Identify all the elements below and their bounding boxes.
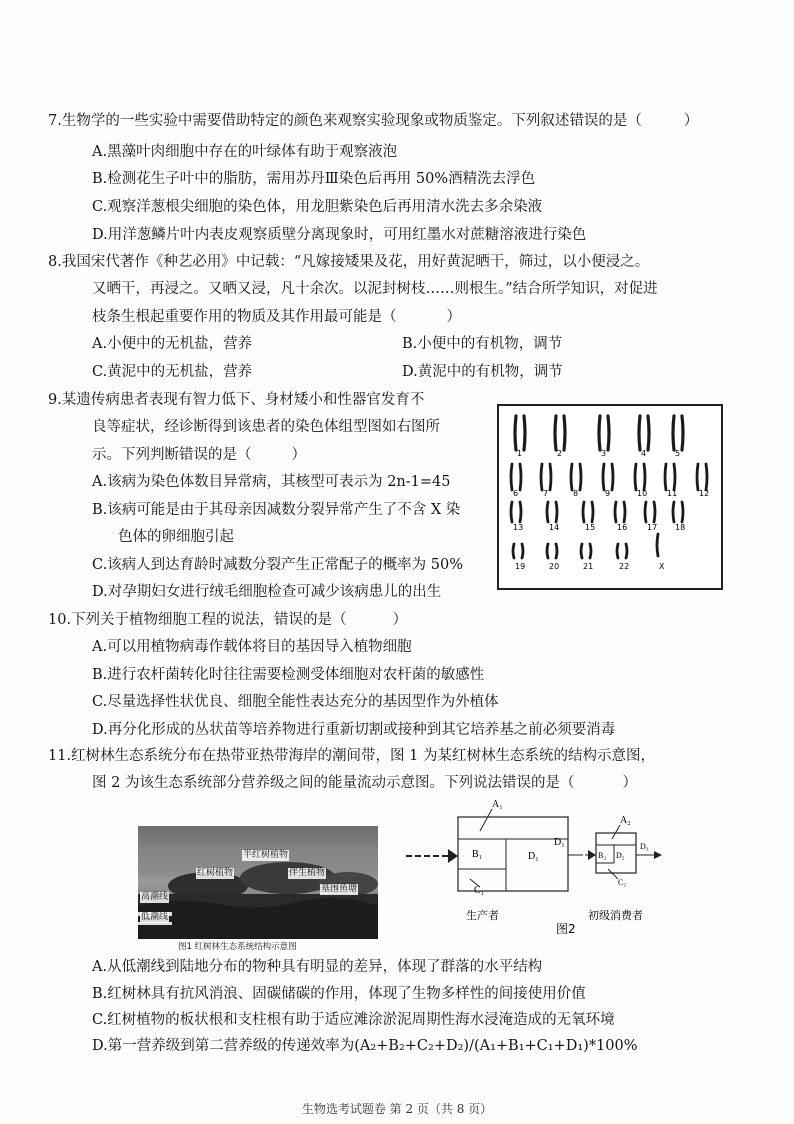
- q9-stem-line1: 9.某遗传病患者表现有智力低下、身材矮小和性器官发育不: [48, 392, 425, 408]
- karyotype-number-14: 14: [549, 523, 560, 532]
- q9-option-c: C.该病人到达育龄时减数分裂产生正常配子的概率为 50%: [92, 557, 464, 573]
- chromosome-6-2: [520, 464, 521, 490]
- karyotype-number-12: 12: [699, 489, 710, 498]
- karyotype-number-5: 5: [675, 449, 681, 458]
- chromosome-22-2: [626, 544, 627, 558]
- chromosome-15-2: [592, 502, 593, 522]
- chromosome-13-2: [520, 502, 521, 522]
- chromosome-8-2: [580, 464, 581, 490]
- karyotype-number-2: 2: [557, 449, 563, 458]
- energy-flow-diagram: [404, 795, 664, 935]
- q8-stem-line3: 枝条生根起重要作用的物质及其作用最可能是（ ）: [92, 309, 461, 325]
- chromosome-11-1: [665, 464, 666, 490]
- karyotype-figure: [497, 404, 723, 590]
- chromosome-19-1: [513, 544, 514, 558]
- fig2-label-d1-arrow: D₁: [554, 837, 565, 848]
- fig1-label-mangrove: 红树植物: [197, 868, 234, 878]
- chromosome-12-2: [706, 464, 707, 490]
- q9-option-b: B.该病可能是由于其母亲因减数分裂异常产生了不含 X 染: [92, 502, 461, 518]
- karyotype-number-7: 7: [543, 489, 549, 498]
- fig2-label-a2: A₂: [620, 815, 631, 826]
- chromosome-17-1: [645, 502, 646, 522]
- q9-option-d: D.对孕期妇女进行绒毛细胞检查可减少该病患儿的出生: [92, 584, 442, 600]
- karyotype-number-18: 18: [675, 523, 686, 532]
- chromosome-17-2: [654, 502, 655, 522]
- karyotype-number-8: 8: [573, 489, 579, 498]
- chromosome-X-1: [657, 534, 658, 556]
- q10-option-d: D.再分化形成的丛状苗等培养物进行重新切割或接种到其它培养基之前必须要消毒: [92, 722, 616, 738]
- chromosome-13-1: [511, 502, 512, 522]
- fig1-label-low-tide: 低潮线: [141, 912, 169, 922]
- chromosome-2-2: [564, 416, 565, 450]
- q8-option-b: B.小便中的有机物，调节: [402, 336, 563, 352]
- q11-option-a: A.从低潮线到陆地分布的物种具有明显的差异，体现了群落的水平结构: [92, 959, 543, 975]
- q7-option-d: D.用洋葱鳞片叶内表皮观察质壁分离现象时，可用红墨水对蔗糖溶液进行染色: [92, 227, 587, 243]
- q7-option-c: C.观察洋葱根尖细胞的染色体，用龙胆紫染色后再用清水洗去多余染液: [92, 199, 543, 215]
- karyotype-number-22: 22: [619, 562, 630, 571]
- q10-option-c: C.尽量选择性状优良、细胞全能性表达充分的基因型作为外植体: [92, 694, 499, 710]
- chromosome-21-1: [581, 544, 582, 558]
- fig2-title: 图2: [556, 922, 576, 935]
- q11-stem-line2: 图 2 为该生态系统部分营养级之间的能量流动示意图。下列说法错误的是（ ）: [92, 775, 637, 791]
- karyotype-number-21: 21: [583, 562, 594, 571]
- q9-option-b-cont: 色体的卵细胞引起: [118, 529, 234, 545]
- chromosome-16-1: [615, 502, 616, 522]
- chromosome-18-2: [682, 502, 683, 522]
- energy-flow-drawing: [404, 795, 664, 935]
- q8-stem-line2: 又晒干，再浸之。又晒又浸，凡十余次。以泥封树枝……则根生。”结合所学知识，对促进: [92, 281, 658, 297]
- chromosome-11-2: [674, 464, 675, 490]
- q11-option-c: C.红树植物的板状根和支柱根有助于适应滩涂淤泥周期性海水浸淹造成的无氧环境: [92, 1012, 615, 1028]
- q8-option-a: A.小便中的无机盐，营养: [92, 336, 253, 352]
- q8-stem-line1: 8.我国宋代著作《种艺必用》中记载：“凡嫁接矮果及花，用好黄泥晒干，筛过，以小便浸之。: [48, 254, 650, 270]
- q8-option-c: C.黄泥中的无机盐，营养: [92, 364, 253, 380]
- chromosome-12-1: [697, 464, 698, 490]
- chromosome-4-1: [639, 416, 640, 450]
- chromosome-15-1: [583, 502, 584, 522]
- fig2-label-d3: D₃: [640, 842, 649, 851]
- karyotype-number-15: 15: [585, 523, 596, 532]
- q9-stem-line2: 良等症状，经诊断得到该患者的染色体组型图如右图所: [92, 419, 440, 435]
- q11-stem-line1: 11.红树林生态系统分布在热带亚热带海岸的潮间带，图 1 为某红树林生态系统的结构示意图，: [48, 748, 655, 764]
- karyotype-number-17: 17: [647, 523, 658, 532]
- q7-stem: 7.生物学的一些实验中需要借助特定的颜色来观察实验现象或物质鉴定。下列叙述错误的是（ ）: [48, 113, 699, 129]
- chromosome-5-1: [673, 416, 674, 450]
- karyotype-number-6: 6: [513, 489, 519, 498]
- chromosome-21-2: [590, 544, 591, 558]
- chromosome-8-1: [571, 464, 572, 490]
- fig1-caption: 图1 红树林生态系统结构示意图: [178, 942, 297, 952]
- fig1-label-high-tide: 高潮线: [141, 892, 169, 902]
- q11-option-d: D.第一营养级到第二营养级的传递效率为(A₂+B₂+C₂+D₂)/(A₁+B₁+C₁+D₁)*100%: [92, 1038, 638, 1054]
- q11-option-b: B.红树林具有抗风消浪、固碳储碳的作用，体现了生物多样性的间接使用价值: [92, 986, 586, 1002]
- karyotype-number-19: 19: [515, 562, 526, 571]
- q9-stem-line3: 示。下列判断错误的是（ ）: [92, 447, 306, 463]
- q10-stem: 10.下列关于植物细胞工程的说法，错误的是（ ）: [48, 612, 408, 628]
- fig1-label-fishpond: 基围鱼塘: [321, 884, 358, 894]
- karyotype-chromosomes: [499, 406, 721, 588]
- q7-option-b: B.检测花生子叶中的脂肪，需用苏丹Ⅲ染色后再用 50%酒精洗去浮色: [92, 171, 536, 187]
- chromosome-2-1: [555, 416, 556, 450]
- mangrove-scene-drawing: [138, 826, 378, 939]
- chromosome-19-2: [522, 544, 523, 558]
- chromosome-16-2: [624, 502, 625, 522]
- karyotype-number-1: 1: [517, 449, 523, 458]
- mangrove-structure-photo: [138, 826, 378, 939]
- karyotype-number-10: 10: [637, 489, 648, 498]
- q7-option-a: A.黑藻叶肉细胞中存在的叶绿体有助于观察液泡: [92, 144, 398, 160]
- chromosome-14-2: [556, 502, 557, 522]
- chromosome-4-2: [648, 416, 649, 450]
- fig2-label-a1: A₁: [492, 799, 503, 810]
- karyotype-number-9: 9: [605, 489, 611, 498]
- chromosome-20-1: [547, 544, 548, 558]
- karyotype-number-3: 3: [601, 449, 607, 458]
- chromosome-9-1: [603, 464, 604, 490]
- fig1-label-associated: 伴生植物: [289, 868, 326, 878]
- chromosome-7-1: [541, 464, 542, 490]
- karyotype-number-X: X: [659, 562, 665, 571]
- fig2-producer-label: 生产者: [466, 909, 499, 922]
- chromosome-10-2: [644, 464, 645, 490]
- chromosome-1-1: [515, 416, 516, 450]
- fig2-label-d2: D₂: [616, 851, 625, 860]
- chromosome-6-1: [511, 464, 512, 490]
- fig2-label-c1: C₁: [474, 885, 485, 896]
- fig2-label-c2: C₂: [618, 878, 627, 887]
- q8-option-d: D.黄泥中的有机物，调节: [402, 364, 563, 380]
- q10-option-a: A.可以用植物病毒作载体将目的基因导入植物细胞: [92, 639, 412, 655]
- chromosome-1-2: [524, 416, 525, 450]
- fig2-label-b1: B₁: [472, 849, 483, 860]
- chromosome-3-1: [599, 416, 600, 450]
- chromosome-20-2: [556, 544, 557, 558]
- chromosome-10-1: [635, 464, 636, 490]
- q10-option-b: B.进行农杆菌转化时往往需要检测受体细胞对农杆菌的敏感性: [92, 667, 485, 683]
- chromosome-9-2: [612, 464, 613, 490]
- karyotype-number-11: 11: [667, 489, 678, 498]
- fig2-label-d1-inner: D₁: [528, 851, 539, 862]
- q9-option-a: A.该病为染色体数目异常病，其核型可表示为 2n-1=45: [92, 474, 451, 490]
- fig2-label-b2: B₂: [598, 851, 607, 860]
- karyotype-number-4: 4: [641, 449, 647, 458]
- fig1-label-semi-mangrove: 半红树植物: [243, 850, 289, 860]
- fig2-consumer-label: 初级消费者: [588, 909, 643, 922]
- karyotype-number-20: 20: [549, 562, 560, 571]
- karyotype-number-13: 13: [513, 523, 524, 532]
- page-footer: 生物选考试题卷 第 2 页（共 8 页）: [301, 1102, 493, 1116]
- chromosome-3-2: [608, 416, 609, 450]
- chromosome-7-2: [550, 464, 551, 490]
- karyotype-number-16: 16: [617, 523, 628, 532]
- chromosome-22-1: [617, 544, 618, 558]
- chromosome-18-1: [673, 502, 674, 522]
- chromosome-14-1: [547, 502, 548, 522]
- chromosome-5-2: [682, 416, 683, 450]
